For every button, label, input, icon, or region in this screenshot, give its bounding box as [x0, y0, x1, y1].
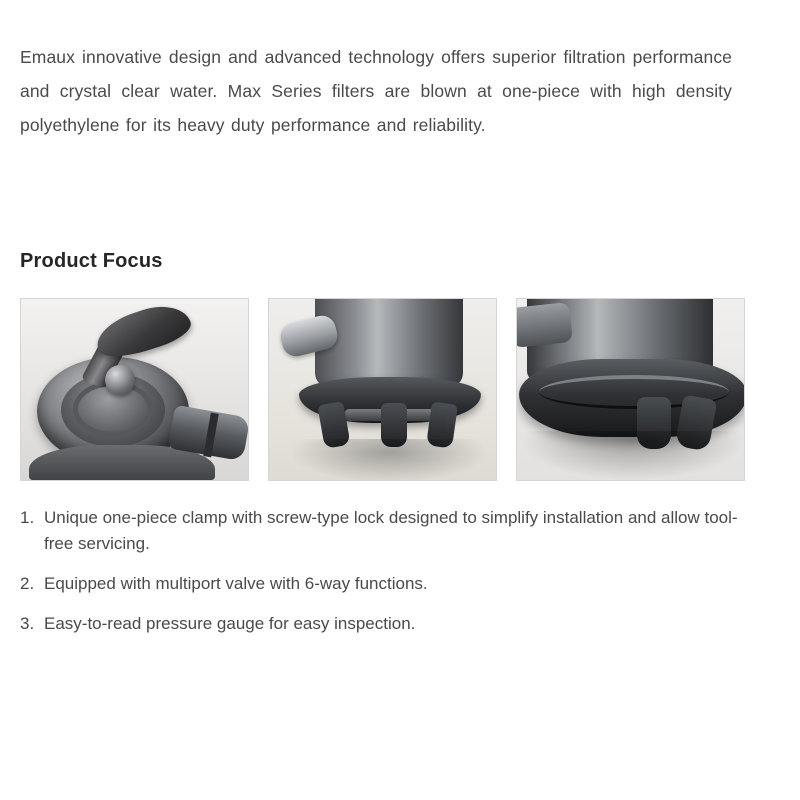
- product-image-gallery: [20, 298, 745, 481]
- list-item: [20, 505, 744, 557]
- valve-knob-shape: [105, 365, 135, 395]
- list-item: [20, 571, 744, 597]
- list-item-number: 2.: [20, 574, 35, 593]
- feature-list: [20, 505, 745, 637]
- product-photo-clamp-side: [268, 298, 497, 481]
- list-item-text: Unique one-piece clamp with screw-type lock designed to simplify installation and allow tool-free servicing.: [44, 508, 738, 553]
- list-item: [20, 611, 744, 637]
- filter-tank-shape: [315, 298, 463, 387]
- list-item-text: Equipped with multiport valve with 6-way functions.: [44, 574, 428, 593]
- photo-shadow: [523, 431, 743, 479]
- valve-handle-shape: [91, 298, 195, 365]
- intro-paragraph: Emaux innovative design and advanced technology offers superior filtration performance and crystal clear water. Max Series filters are blown at one-piece with high density polyethylene for its heavy duty performance and reliability.: [20, 47, 732, 135]
- product-photo-clamp-closeup: [516, 298, 745, 481]
- photo-shadow: [289, 439, 489, 481]
- list-item-text: Easy-to-read pressure gauge for easy inspection.: [44, 614, 416, 633]
- tank-spout-shape: [516, 302, 573, 348]
- list-item-number: 3.: [20, 614, 35, 633]
- section-title-product-focus: Product Focus: [20, 250, 163, 272]
- product-photo-multiport-valve: [20, 298, 249, 481]
- list-item-number: 1.: [20, 508, 35, 527]
